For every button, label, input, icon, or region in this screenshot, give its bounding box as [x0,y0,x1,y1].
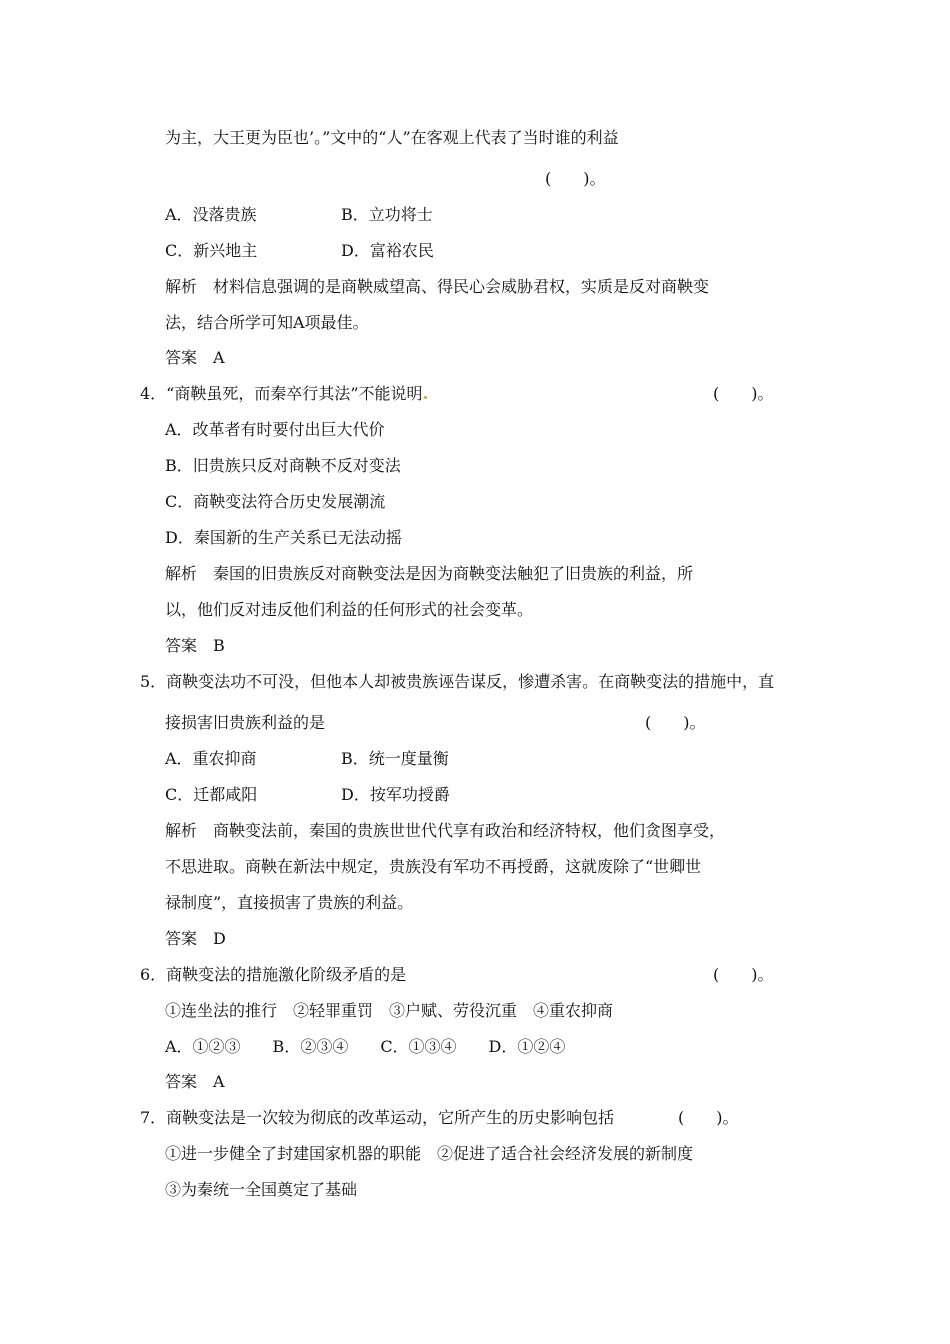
q3-option-d: D．富裕农民 [341,241,434,260]
q4-option-d: D．秦国新的生产关系已无法动摇 [165,528,402,547]
q6-items: ①连坐法的推行 ②轻罪重罚 ③户赋、劳役沉重 ④重农抑商 [165,1001,614,1020]
q5-option-d: D．按军功授爵 [341,785,450,804]
q4-analysis-line-2: 以，他们反对违反他们利益的任何形式的社会变革。 [165,600,534,619]
q6-answer: 答案 A [165,1072,225,1091]
q3-option-a: A．没落贵族 [165,205,257,224]
q5-option-b: B．统一度量衡 [341,749,449,768]
q4-analysis-line-1: 解析 秦国的旧贵族反对商鞅变法是因为商鞅变法触犯了旧贵族的利益，所 [165,564,694,583]
q3-analysis-line-1: 解析 材料信息强调的是商鞅威望高、得民心会威胁君权，实质是反对商鞅变 [165,277,710,296]
q3-answer: 答案 A [165,348,225,367]
q4-answer: 答案 B [165,636,225,655]
q5-option-a: A．重农抑商 [165,749,257,768]
q4-answer-blank: ( )。 [713,384,774,403]
q3-answer-blank: ( )。 [545,169,606,188]
q6-stem: 6．商鞅变法的措施激化阶级矛盾的是 [140,965,407,984]
q3-stem-continuation: 为主，大王更为臣也’。”文中的“人”在客观上代表了当时谁的利益 [165,128,619,147]
q4-option-b: B．旧贵族只反对商鞅不反对变法 [165,456,401,475]
q5-answer-blank: ( )。 [645,713,706,732]
q5-analysis-line-1: 解析 商鞅变法前，秦国的贵族世世代代享有政治和经济特权，他们贪图享受， [165,821,726,840]
q3-option-c: C．新兴地主 [165,241,258,260]
q5-stem-line-2: 接损害旧贵族利益的是 [165,713,326,732]
q3-analysis-line-2: 法，结合所学可知A项最佳。 [165,313,369,332]
q5-stem-line-1: 5．商鞅变法功不可没，但他本人却被贵族诬告谋反，惨遭杀害。在商鞅变法的措施中，直 [140,672,775,691]
q4-stem [140,383,428,405]
q5-analysis-line-2: 不思进取。商鞅在新法中规定，贵族没有军功不再授爵，这就废除了“世卿世 [165,857,702,876]
cursor-mark-icon [424,396,427,399]
q7-items-line-2: ③为秦统一全国奠定了基础 [165,1180,358,1199]
q7-answer-blank: ( )。 [678,1108,739,1127]
q3-option-b: B．立功将士 [341,205,433,224]
q6-options: A．①②③ B．②③④ C．①③④ D．①②④ [165,1037,566,1056]
q7-stem: 7．商鞅变法是一次较为彻底的改革运动，它所产生的历史影响包括 [140,1108,615,1127]
q4-option-a: A．改革者有时要付出巨大代价 [165,420,385,439]
q7-items-line-1: ①进一步健全了封建国家机器的职能 ②促进了适合社会经济发展的新制度 [165,1144,694,1163]
q5-option-c: C．迁都咸阳 [165,785,258,804]
q4-stem-text: 4．“商鞅虽死，而秦卒行其法”不能说明 [140,384,423,403]
q4-option-c: C．商鞅变法符合历史发展潮流 [165,492,386,511]
q5-analysis-line-3: 禄制度”，直接损害了贵族的利益。 [165,893,414,912]
q5-answer: 答案 D [165,929,226,948]
q6-answer-blank: ( )。 [713,965,774,984]
